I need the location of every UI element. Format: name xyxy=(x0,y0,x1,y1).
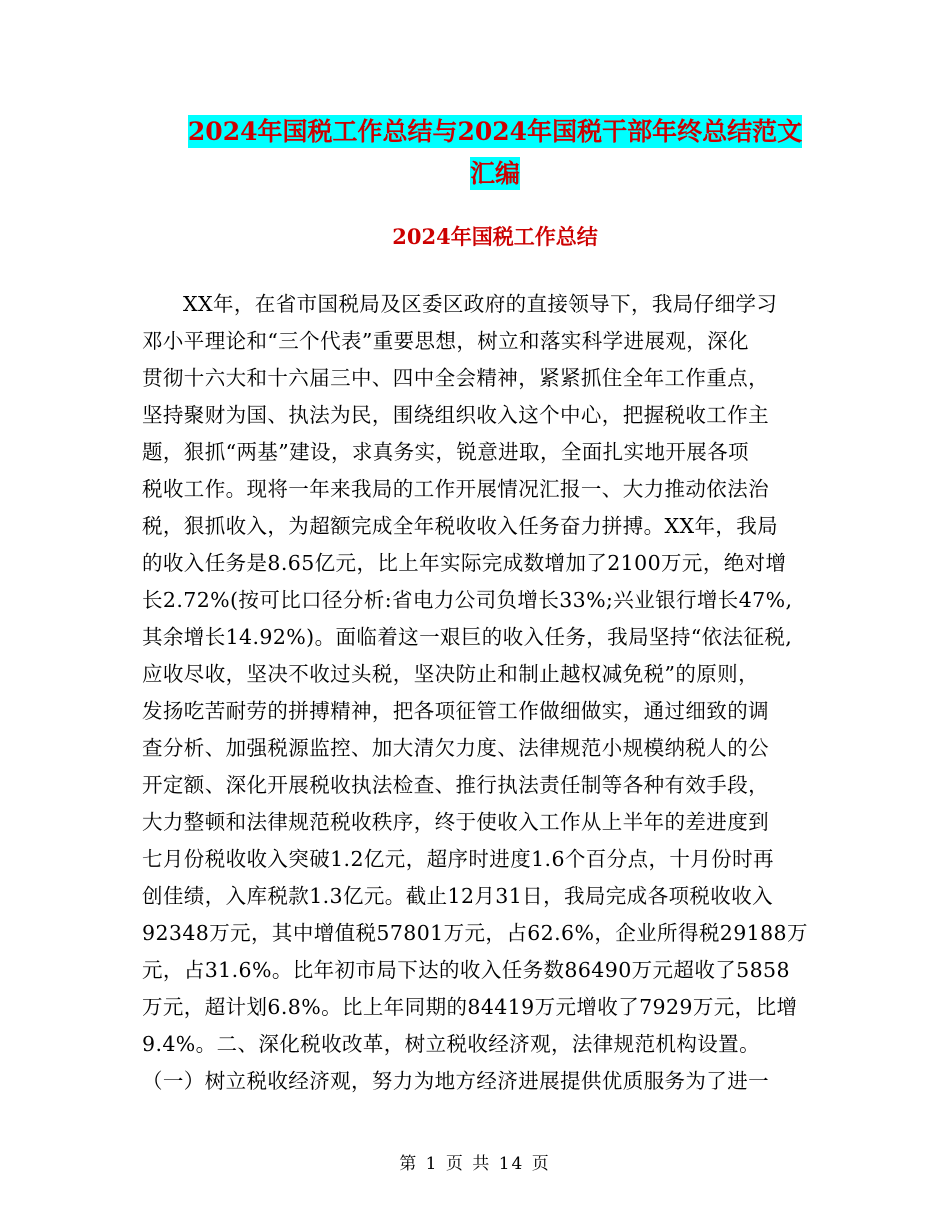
body-line: 92348万元，其中增值税57801万元，占62.6%，企业所得税29188万 xyxy=(142,921,808,945)
body-line: 查分析、加强税源监控、加大清欠力度、法律规范小规模纳税人的公 xyxy=(142,736,769,760)
body-paragraph xyxy=(142,286,832,1100)
document-title-text-1: 2024年国税工作总结与2024年国税干部年终总结范文 xyxy=(187,117,803,146)
body-line: 万元，超计划6.8%。比上年同期的84419万元增收了7929万元，比增 xyxy=(142,995,798,1019)
body-line: 税收工作。现将一年来我局的工作开展情况汇报一、大力推动依法治 xyxy=(142,477,769,501)
body-line: 坚持聚财为国、执法为民，围绕组织收入这个中心，把握税收工作主 xyxy=(142,403,769,427)
body-line: 大力整顿和法律规范税收秩序，终于使收入工作从上半年的差进度到 xyxy=(142,810,769,834)
page-footer: 第 1 页 共 14 页 xyxy=(399,1154,551,1174)
body-line: 贯彻十六大和十六届三中、四中全会精神，紧紧抓住全年工作重点， xyxy=(142,366,769,390)
section-title: 2024年国税工作总结 xyxy=(392,224,598,249)
body-line: 创佳绩，入库税款1.3亿元。截止12月31日，我局完成各项税收收入 xyxy=(142,884,773,908)
body-line: 邓小平理论和“三个代表”重要思想，树立和落实科学进展观，深化 xyxy=(142,329,749,353)
body-line: 其余增长14.92%)。面临着这一艰巨的收入任务，我局坚持“依法征税, xyxy=(142,625,793,649)
body-line: 元，占31.6%。比年初市局下达的收入任务数86490万元超收了5858 xyxy=(142,958,790,982)
body-line: 长2.72%(按可比口径分析:省电力公司负增长33%;兴业银行增长47%, xyxy=(142,588,793,612)
document-title-line-2 xyxy=(140,152,850,196)
body-line: 开定额、深化开展税收执法检查、推行执法责任制等各种有效手段， xyxy=(142,773,769,797)
document-title-text-2: 汇编 xyxy=(469,159,520,188)
body-line: 的收入任务是8.65亿元，比上年实际完成数增加了2100万元，绝对增 xyxy=(142,551,787,575)
document-title-line-1 xyxy=(140,110,850,154)
body-line: 七月份税收收入突破1.2亿元，超序时进度1.6个百分点，十月份时再 xyxy=(142,847,774,871)
body-line: 应收尽收，坚决不收过头税，坚决防止和制止越权减免税”的原则， xyxy=(142,662,759,686)
body-line: 税，狠抓收入，为超额完成全年税收收入任务奋力拼搏。XX年，我局 xyxy=(142,514,779,538)
body-line: 发扬吃苦耐劳的拼搏精神，把各项征管工作做细做实，通过细致的调 xyxy=(142,699,769,723)
body-line: （一）树立税收经济观，努力为地方经济进展提供优质服务为了进一 xyxy=(142,1069,769,1093)
body-line: XX年，在省市国税局及区委区政府的直接领导下，我局仔细学习 xyxy=(183,292,778,316)
body-line: 9.4%。二、深化税收改革，树立税收经济观，法律规范机构设置。 xyxy=(142,1032,760,1056)
body-line: 题，狠抓“两基”建设，求真务实，锐意进取，全面扎实地开展各项 xyxy=(142,440,749,464)
